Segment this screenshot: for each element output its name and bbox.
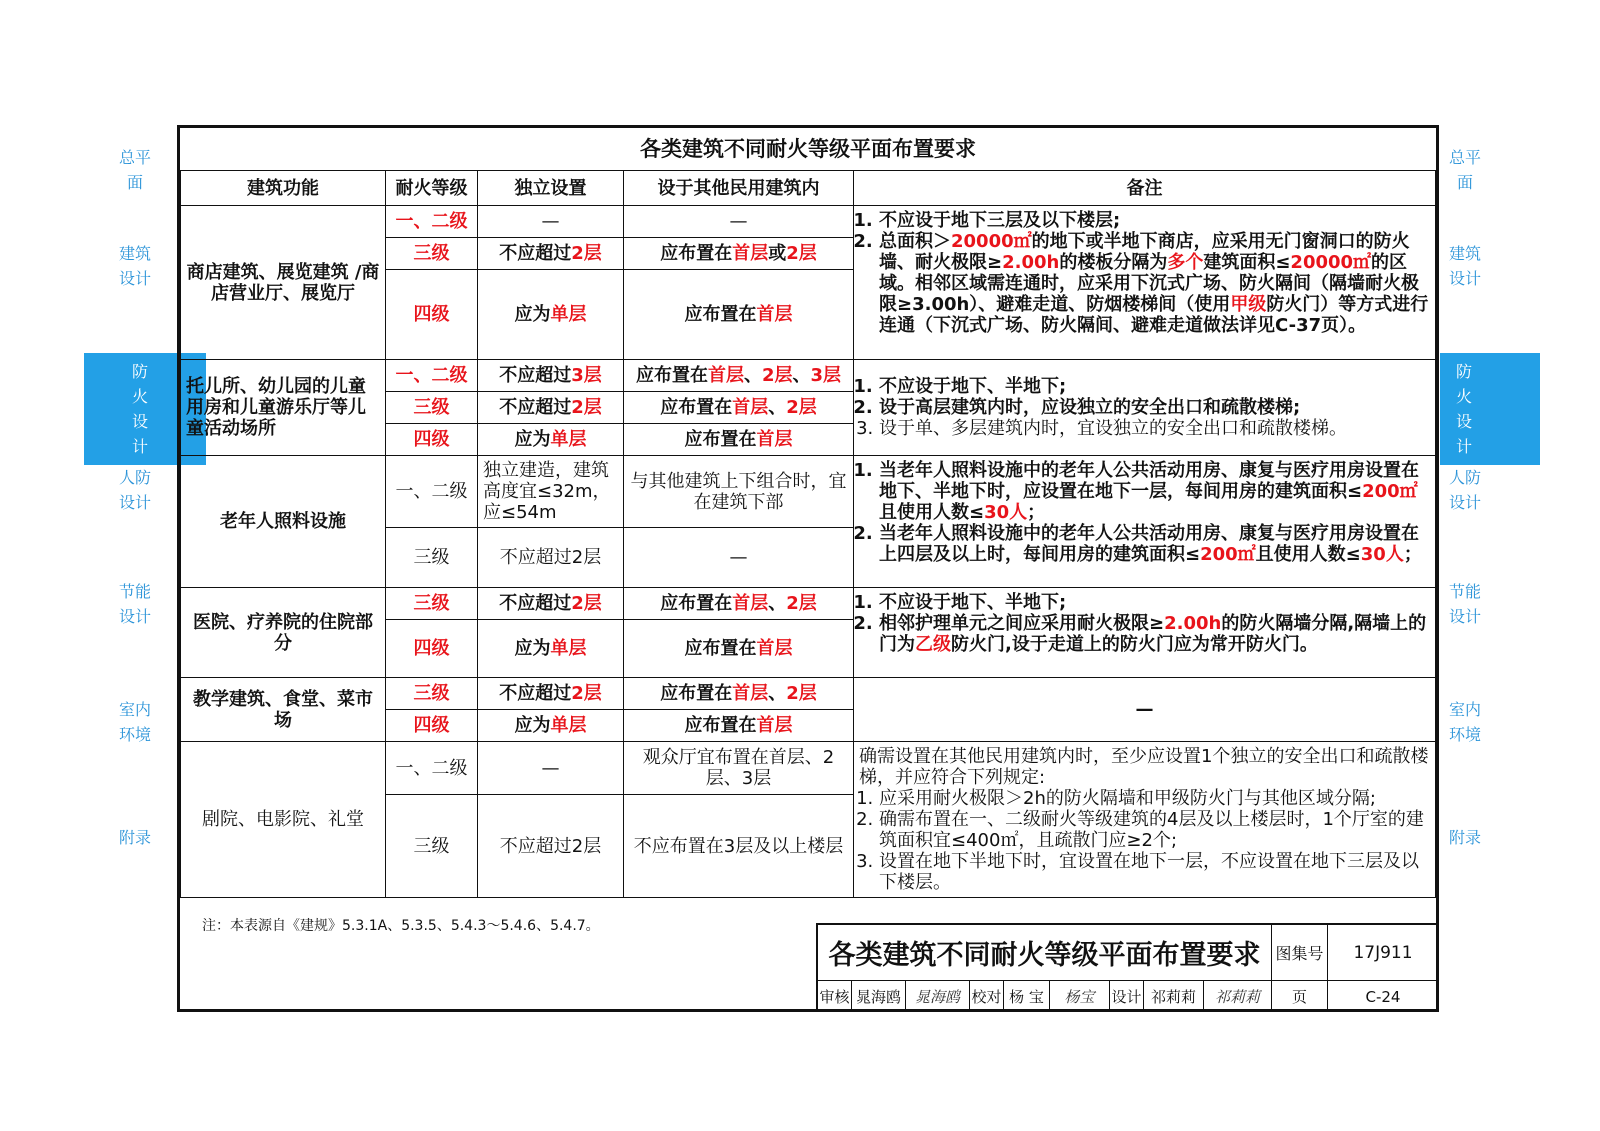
checker-signature: 杨宝 xyxy=(1050,981,1110,1012)
remark-item: 2. 相邻护理单元之间应采用耐火极限≥2.00h的防火隔墙分隔,隔墙上的门为乙级防火门,设于走道上的防火门应为常开防火门。 xyxy=(879,613,1430,655)
standalone-cell: 独立建造，建筑高度宜≤32m，应≤54m xyxy=(478,456,624,528)
table-row xyxy=(181,456,1436,528)
review-label: 审核 xyxy=(818,981,852,1012)
designer-name: 祁莉莉 xyxy=(1144,981,1204,1012)
table-row xyxy=(181,360,1436,392)
grade-cell: 一、二级 xyxy=(386,456,478,528)
header-function: 建筑功能 xyxy=(181,171,386,206)
remark-item: 2. 确需布置在一、二级耐火等级建筑的4层及以上楼层时，1个厅室的建筑面积宜≤400㎡，且疏散门应≥2个; xyxy=(879,809,1430,851)
fire-layout-table xyxy=(180,128,1436,898)
other-building-cell: 应布置在首层、2层 xyxy=(624,392,854,424)
atlas-number: 17J911 xyxy=(1328,925,1438,981)
remarks-cell xyxy=(854,588,1436,678)
other-building-cell: 应布置在首层 xyxy=(624,710,854,742)
header-fire-grade: 耐火等级 xyxy=(386,171,478,206)
design-label: 设计 xyxy=(1110,981,1144,1012)
header-in-other-building: 设于其他民用建筑内 xyxy=(624,171,854,206)
side-tab-label: 建筑设计 xyxy=(1448,244,1481,288)
side-tab-label: 总平面 xyxy=(1448,148,1481,192)
grade-cell: 三级 xyxy=(386,528,478,588)
side-tab-label: 建筑设计 xyxy=(118,244,151,288)
remark-item: 1. 不应设于地下三层及以下楼层; xyxy=(879,210,1430,231)
header-remarks: 备注 xyxy=(854,171,1436,206)
side-tab-label: 节能设计 xyxy=(1448,582,1481,626)
table-row xyxy=(181,206,1436,238)
remark-item: 2. 总面积＞20000㎡的地下或半地下商店，应采用无门窗洞口的防火墙、耐火极限≥2.00h的楼板分隔为多个建筑面积≤20000㎡的区域。相邻区域需连通时，应采用下沉式广场、防火隔间（隔墙耐火极限≥3.00h）、避难走道、防烟楼梯间（使用甲级防火门）等方式进行连通（下沉式广场、防火隔间、避难走道做法详见C-37页）。 xyxy=(879,231,1430,336)
side-tab-energy[interactable] xyxy=(1448,579,1482,629)
other-building-cell: 不应布置在3层及以上楼层 xyxy=(624,795,854,898)
other-building-cell: 与其他建筑上下组合时，宜在建筑下部 xyxy=(624,456,854,528)
grade-cell: 三级 xyxy=(386,795,478,898)
other-building-cell: 应布置在首层 xyxy=(624,620,854,678)
remark-item: 2. 设于高层建筑内时，应设独立的安全出口和疏散楼梯; xyxy=(879,397,1430,418)
side-tab-label: 防火设计 xyxy=(132,362,149,456)
other-building-cell: 观众厅宜布置在首层、2层、3层 xyxy=(624,742,854,795)
other-building-cell: 应布置在首层、2层、3层 xyxy=(624,360,854,392)
grade-cell: 三级 xyxy=(386,238,478,270)
table-title: 各类建筑不同耐火等级平面布置要求 xyxy=(181,128,1436,171)
grade-cell: 一、二级 xyxy=(386,206,478,238)
remarks-cell xyxy=(854,206,1436,360)
table-row xyxy=(181,742,1436,795)
grade-cell: 四级 xyxy=(386,424,478,456)
other-building-cell: 应布置在首层 xyxy=(624,270,854,360)
standalone-cell: 应为单层 xyxy=(478,270,624,360)
side-tab-label: 室内环境 xyxy=(1448,700,1481,744)
side-tab-energy[interactable] xyxy=(118,579,152,629)
function-cell: 教学建筑、食堂、菜市场 xyxy=(181,678,386,742)
page-number: C-24 xyxy=(1365,987,1401,1006)
other-building-cell: 应布置在首层、2层 xyxy=(624,678,854,710)
side-tab-civil-defense[interactable] xyxy=(1448,465,1482,515)
footnote: 注：本表源自《建规》5.3.1A、5.3.5、5.4.3～5.4.6、5.4.7。 xyxy=(202,918,600,934)
side-tab-label: 室内环境 xyxy=(118,700,151,744)
standalone-cell: 不应超过2层 xyxy=(478,238,624,270)
standalone-cell: 不应超过2层 xyxy=(478,795,624,898)
side-tab-general-plan[interactable] xyxy=(1448,145,1482,195)
title-block-title: 各类建筑不同耐火等级平面布置要求 xyxy=(818,925,1272,981)
remark-item: 1. 应采用耐火极限＞2h的防火隔墙和甲级防火门与其他区域分隔; xyxy=(879,788,1430,809)
side-tab-label: 附录 xyxy=(118,828,151,847)
function-cell: 医院、疗养院的住院部分 xyxy=(181,588,386,678)
remarks-cell xyxy=(854,456,1436,588)
standalone-cell: — xyxy=(478,742,624,795)
table-row xyxy=(181,678,1436,710)
function-cell: 老年人照料设施 xyxy=(181,456,386,588)
grade-cell: 四级 xyxy=(386,270,478,360)
remark-item: 1. 不应设于地下、半地下; xyxy=(879,592,1430,613)
title-block-signature-row xyxy=(818,981,1438,1012)
remark-item: 1. 当老年人照料设施中的老年人公共活动用房、康复与医疗用房设置在地下、半地下时，应设置在地下一层，每间用房的建筑面积≤200㎡且使用人数≤30人； xyxy=(879,460,1430,523)
drawing-frame xyxy=(177,125,1439,1012)
side-tab-civil-defense[interactable] xyxy=(118,465,152,515)
side-tab-architecture[interactable] xyxy=(1448,241,1482,291)
side-tab-label: 附录 xyxy=(1448,828,1481,847)
standalone-cell: 不应超过2层 xyxy=(478,392,624,424)
atlas-number-label: 图集号 xyxy=(1272,925,1328,981)
remarks-cell xyxy=(854,742,1436,898)
grade-cell: 三级 xyxy=(386,678,478,710)
function-cell: 商店建筑、展览建筑 /商店营业厅、展览厅 xyxy=(181,206,386,360)
standalone-cell: 不应超过2层 xyxy=(478,678,624,710)
title-block xyxy=(816,923,1436,1010)
remark-item: 3. 设于单、多层建筑内时，宜设独立的安全出口和疏散楼梯。 xyxy=(879,418,1430,439)
standalone-cell: 不应超过2层 xyxy=(478,528,624,588)
side-tab-interior[interactable] xyxy=(118,697,152,747)
remark-intro: 确需设置在其他民用建筑内时，至少应设置1个独立的安全出口和疏散楼梯，并应符合下列规定: xyxy=(859,746,1429,788)
reviewer-name: 晁海鸥 xyxy=(852,981,906,1012)
header-standalone: 独立设置 xyxy=(478,171,624,206)
table-row xyxy=(181,588,1436,620)
other-building-cell: 应布置在首层 xyxy=(624,424,854,456)
side-tab-architecture[interactable] xyxy=(118,241,152,291)
side-tab-label: 节能设计 xyxy=(118,582,151,626)
grade-cell: 一、二级 xyxy=(386,360,478,392)
standalone-cell: 不应超过2层 xyxy=(478,588,624,620)
designer-signature: 祁莉莉 xyxy=(1204,981,1272,1012)
other-building-cell: 应布置在首层、2层 xyxy=(624,588,854,620)
check-label: 校对 xyxy=(970,981,1004,1012)
remarks-cell: — xyxy=(854,678,1436,742)
remark-item: 3. 设置在地下半地下时，宜设置在地下一层，不应设置在地下三层及以下楼层。 xyxy=(879,851,1430,893)
remark-item: 2. 当老年人照料设施中的老年人公共活动用房、康复与医疗用房设置在上四层及以上时，每间用房的建筑面积≤200㎡且使用人数≤30人； xyxy=(879,523,1430,565)
side-tab-label: 防火设计 xyxy=(1456,362,1473,456)
grade-cell: 三级 xyxy=(386,392,478,424)
side-tab-label: 人防设计 xyxy=(118,468,151,512)
side-tab-label: 总平面 xyxy=(118,148,151,192)
remarks-cell xyxy=(854,360,1436,456)
side-tab-interior[interactable] xyxy=(1448,697,1482,747)
function-cell: 剧院、电影院、礼堂 xyxy=(181,742,386,898)
side-tab-appendix[interactable] xyxy=(1448,825,1482,850)
checker-name: 杨 宝 xyxy=(1004,981,1050,1012)
remark-item: 1. 不应设于地下、半地下; xyxy=(879,376,1430,397)
grade-cell: 三级 xyxy=(386,588,478,620)
reviewer-signature: 晁海鸥 xyxy=(906,981,970,1012)
standalone-cell: 不应超过3层 xyxy=(478,360,624,392)
standalone-cell: 应为单层 xyxy=(478,620,624,678)
grade-cell: 四级 xyxy=(386,620,478,678)
side-tab-label: 人防设计 xyxy=(1448,468,1481,512)
page-label: 页 xyxy=(1272,981,1328,1012)
side-tab-general-plan[interactable] xyxy=(118,145,152,195)
standalone-cell: 应为单层 xyxy=(478,710,624,742)
other-building-cell: 应布置在首层或2层 xyxy=(624,238,854,270)
side-tab-fire-design[interactable] xyxy=(1440,353,1540,465)
standalone-cell: 应为单层 xyxy=(478,424,624,456)
grade-cell: 一、二级 xyxy=(386,742,478,795)
grade-cell: 四级 xyxy=(386,710,478,742)
other-building-cell: — xyxy=(624,206,854,238)
side-tab-appendix[interactable] xyxy=(118,825,152,850)
standalone-cell: — xyxy=(478,206,624,238)
other-building-cell: — xyxy=(624,528,854,588)
function-cell: 托儿所、幼儿园的儿童用房和儿童游乐厅等儿童活动场所 xyxy=(181,360,386,456)
